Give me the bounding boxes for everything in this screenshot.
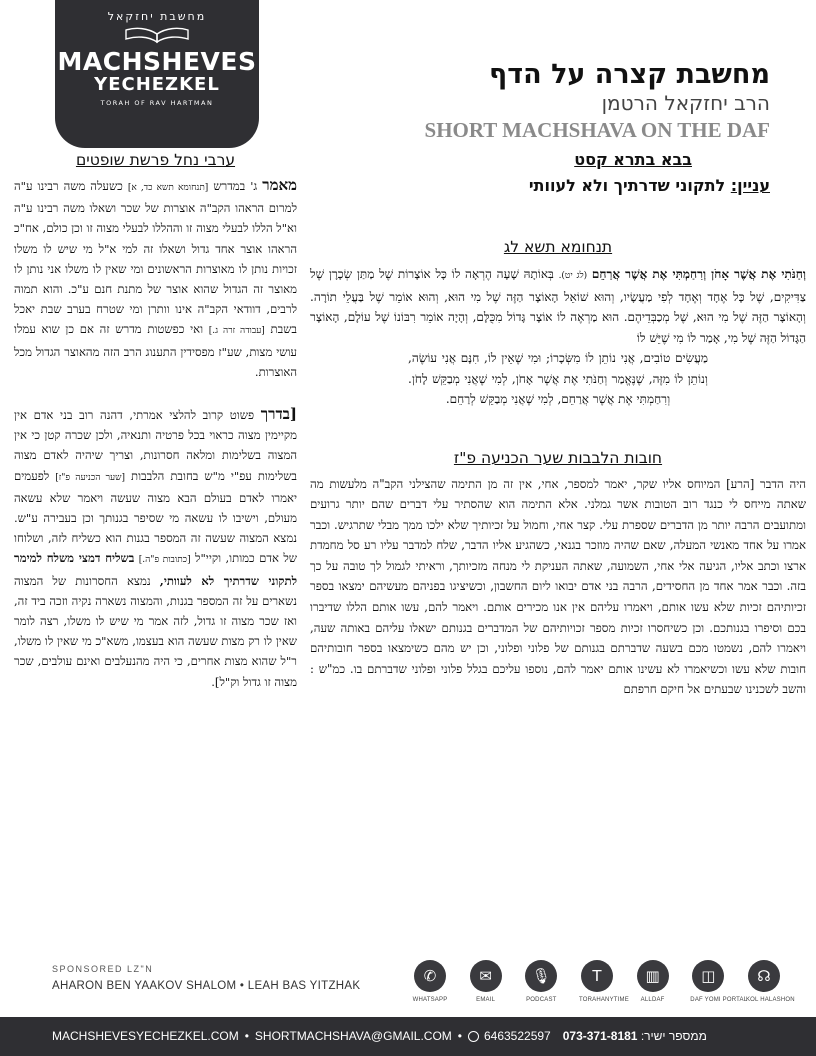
torahanytime-icon[interactable]: T [581,960,613,992]
logo-tagline: TORAH OF RAV HARTMAN [100,99,214,107]
alldaf-icon[interactable]: ▥ [637,960,669,992]
email-address-link[interactable]: SHORTMACHSHAVA@GMAIL.COM [254,1029,452,1043]
email-icon[interactable]: ✉ [470,960,502,992]
platform-links [412,960,795,1012]
website-link[interactable]: MACHSHEVESYECHEZKEL.COM [52,1029,239,1043]
para2-bold: בשליח דמצי משלח למימר לתקוני שדרתיך לא לעוותי, [14,551,297,588]
torahanytime-label: TORAHANYTIME [578,997,629,1003]
whatsapp-label: WHATSAPP [412,997,448,1003]
para1-text-c: ואי כפשטות מדרש זה אם כן שוא עמלו עושי מצות, שע"ז מפסידין התענוג הרב הזה מהאוצר הגדול מכל האוצרות. [14,322,297,379]
logo-line2: YECHEZKEL [94,74,220,95]
para1-lead: מאמר [262,176,298,194]
tanchuma-text [310,264,806,348]
chovos-text: היה הדבר [הרע] המיוחס אליו שקר, יאמר למספר, אחי, אין זה מן התימה שהצילני הקב"ה מלעשות מה שאתה מייחס לי כנגד רוב הטובות אשר גמלני. אלא התימה הוא שהסתיר עלי דברים שהם יותר גרועים ומתועבים הרבה יותר מן הדברים שספרת עלי. קצר אחי, וחמול על זכיותיך שלא ילכו ממך מבלי שתרגיש. וכבר אמרו על אחד מאנשי המעלה, שאם שהיה מוזכר בגנאי, כשהגיע אליו הדבר, שלח למדבר עליו רע סל מחמדת ארצו וכתב אליו, הגיעה אלי אחי, השמועה, שאתה העניקת לי מנחה מזכיותך, וראיתי לגמול לך טובה על כך בזה. וכבר אמר אחד מן החסידים, הרבה בני אדם יבואו ליום החשבון, וכשיציגו בפניהם מעשיהם ימצאו בספר זכיותיהם זכיות שלא עשו אותם, ויאמרו עליהם אין אנו מכירים אותם. ויאמר להם, עשו אותם הללו שדיברו בכם וסיפרו בגנותכם. וכן כשיחסרו זכיות מספר זכויותיהם של המדברים בגנותם ישאלו עליהם באותה שעה, ויאמרו להם, נשמטו מכם בשעה שדברתם בגנותם של פלוני ופלוני, וכן יש מהם כשימצאו בספר חובותיהם חובות שלא עשו וכשיאמרו לא עשינו אותם יאמר להם, נוספו עליכם בגלל פלוני ופלוני שדברתם בו. כמ"ש : והשב לשכנינו שבעתים אל חיקם חרפתם [310,476,806,697]
tanchuma-tail: מַעֲשִׂים טוֹבִים, אֲנִי נוֹתֵן לוֹ מִשְּׂכָרוֹ; וּמִי שֶׁאֵין לוֹ, חִנָּם אֲנִי עוֹשֶׂה, וְנוֹתֵן לוֹ מִזֶּה, שֶׁנֶּאֱמַר וְחַנֹּתִי אֶת אֲשֶׁר אָחֹן, לְמִי שֶׁאֲנִי מְבַקֵּשׁ לָחֹן. וְרִחַמְתִּי אֶת אֲשֶׁר אֲרַחֵם, לְמִי שֶׁאֲנִי מְבַקֵּשׁ לְרַחֵם. [408,351,708,406]
separator-dot: • [244,1029,249,1043]
sponsor-label: SPONSORED LZ"N [52,964,154,974]
arvei-nachal-heading: ערבי נחל פרשת שופטים [75,151,236,169]
arvei-nachal-para-1 [14,175,297,382]
para1-source-2: [עבודה זרה ג.] [208,326,265,337]
sponsor-names: AHARON BEN YAAKOV SHALOM • LEAH BAS YITZHAK [52,980,361,992]
logo[interactable] [55,0,259,148]
podcast-icon[interactable]: 🎙 [525,960,557,992]
author-name: הרב יחזקאל הרטמן [601,91,770,115]
israel-phone [563,1029,707,1043]
left-column [14,150,297,692]
topic-text: לתקוני שדרתיך ולא לעוותי [528,176,726,195]
footer-bar [0,1017,816,1056]
logo-line1: MACHSHEVES [57,47,257,76]
open-book-icon [122,26,192,44]
para2-text-a: פשוט קרוב להלצי אמרתי, דהנה רוב בני אדם אין מקיימין מצוה כראוי בכל פרטיה ותנאיה, ולכן שכרה קטן כי אין המצוה בשלימות ומלאה חסרונות, וצריך שיהיה לאדם מצוה בשלימות עפ"י מ"ש בחובת הלבבות [14,408,297,483]
para2-source-2: [כתובות פ"ה.] [138,555,191,566]
right-column [310,237,806,700]
alldaf-label: ALLDAF [640,997,665,1003]
para1-text-a: ג' במדרש [213,179,258,193]
israel-phone-number[interactable]: 073-371-8181 [562,1029,638,1043]
para2-text-b: לפעמים יאמרו לאדם בעולם הבא מצוה שעשה ויאמר שלא עשאה מעולם, וישיבו לו עשאה מי שסיפר בגנותך וכן בעבירה ע"ש. נמצא המצוה שעשה זה המספר בגנות הוא כשליח לזה, ושלוחו של אדם כמותו, וקיי"ל [14,468,297,566]
para2-lead: [בדרך [260,405,297,424]
dafyomi-portal-icon[interactable]: ◫ [692,960,724,992]
title-block [300,60,770,196]
kolhalashon-link[interactable] [745,960,795,1012]
podcast-link[interactable] [523,960,559,1012]
israel-phone-label: ממספר ישיר: [640,1029,707,1043]
podcast-label: PODCAST [526,997,557,1003]
phone-number[interactable]: 6463522597 [483,1029,551,1043]
page-title: מחשבת קצרה על הדף [489,59,770,90]
chovos-heading: חובות הלבבות שער הכניעה פ"ז [453,448,663,467]
dafyomi-portal-label: DAF YOMI PORTAL [690,997,748,1003]
sponsor-block [52,964,372,992]
tanchuma-lead: וְחַנֹּתִי אֶת אֲשֶׁר אָחֹן וְרִחַמְתִּי אֶת אֲשֶׁר אֲרַחֵם [591,267,806,281]
para2-text-c: נמצא החסרונות של המצוה נשארים על זה המספר בגנות, והמצוה נשארה נקיה וזכה ביד זה, ואז שכר מצוה זו גדול, לזה אמר מי שיש לו משלו, רצה לומר שאין לו רק מצות שעשה הוא בעצמו, משא"כ מי שאין לו משלו, ר"ל שהוא מצות אחרים, כי היה מהנעלבים ואינם עולבים, שכר מצוה זו גדול וק"ל]. [14,573,297,689]
torahanytime-link[interactable] [578,960,629,1012]
email-link[interactable] [468,960,504,1012]
email-label: EMAIL [476,997,496,1003]
dafyomi-portal-link[interactable] [690,960,748,1012]
whatsapp-small-icon [468,1031,479,1042]
para1-source: [תנחומא תשא כד, א] [127,183,209,193]
alldaf-link[interactable] [635,960,671,1012]
kolhalashon-label: KOL HALASHON [745,997,795,1003]
tanchuma-heading: תנחומא תשא לג [503,238,613,256]
english-title: SHORT MACHSHAVA ON THE DAF [424,118,770,142]
topic-line [300,176,770,196]
logo-hebrew: מחשבת יחזקאל [107,10,207,23]
masechta-ref: בבא בתרא קסט [574,150,692,169]
separator-dot: • [457,1029,462,1043]
para2-source: [שער הכניעה פ"ז] [55,472,125,483]
whatsapp-icon[interactable]: ✆ [414,960,446,992]
arvei-nachal-para-2 [14,404,297,692]
tanchuma-body: בְּאוֹתָהּ שָׁעָה הֶרְאָה לוֹ כָּל אוֹצָרוֹת שֶׁל מַתַּן שְׂכָרָן שֶׁל צַדִּיקִים, שֶׁל כָּל אֶחָד וְאֶחָד לְפִי מַעֲשָׂיו, וְהוּא שׁוֹאֵל הָאוֹצָר הַזֶּה שֶׁל מִי הוּא, וְהוּא אוֹמֵר שֶׁל בַּעֲלֵי תוֹרָה. וְהָאוֹצָר הַזֶּה שֶׁל מִי הוּא, שֶׁל מְכַבְּדֵיהֶם. הוּא מַרְאֶה לוֹ אוֹצָר גָּדוֹל מִכֻּלָּם, וְהָיָה אוֹמֵר רִבּוֹנוֹ שֶׁל עוֹלָם, הָאוֹצָר הַגָּדוֹל הַזֶּה שֶׁל מִי, אָמַר לוֹ מִי שֶׁיֵּשׁ לוֹ [310,267,806,345]
footer-contact-row [52,1029,786,1043]
para1-text-b: כשעלה משה רבינו ע"ה למרום הראהו הקב"ה אוצרות של שכר ושאלו משה רבינו ע"ה וא"ל הללו לבעלי מצוה זו וההללו לבעלי מצוה זו וכן כולם, אח"כ הראהו אוצר אחד גדול ושאלו זה למי א"ל מי שיש לו משלו זכויות נותן לו מאוצרות הראשונים ומי שאין לו משלו אני נותן לו מאוצר זה הגדול שהוא אוצר של מתנת חנם ע"כ. והוא תמוה לרבים, דוודאי הקב"ה אינו וותרן ומי שטרח בערב שבת יאכל בשבת [14,179,298,337]
kolhalashon-icon[interactable]: ☊ [748,960,780,992]
topic-label: עניין: [730,176,770,195]
whatsapp-link[interactable] [412,960,448,1012]
tanchuma-source: (לג יט). [558,271,588,281]
